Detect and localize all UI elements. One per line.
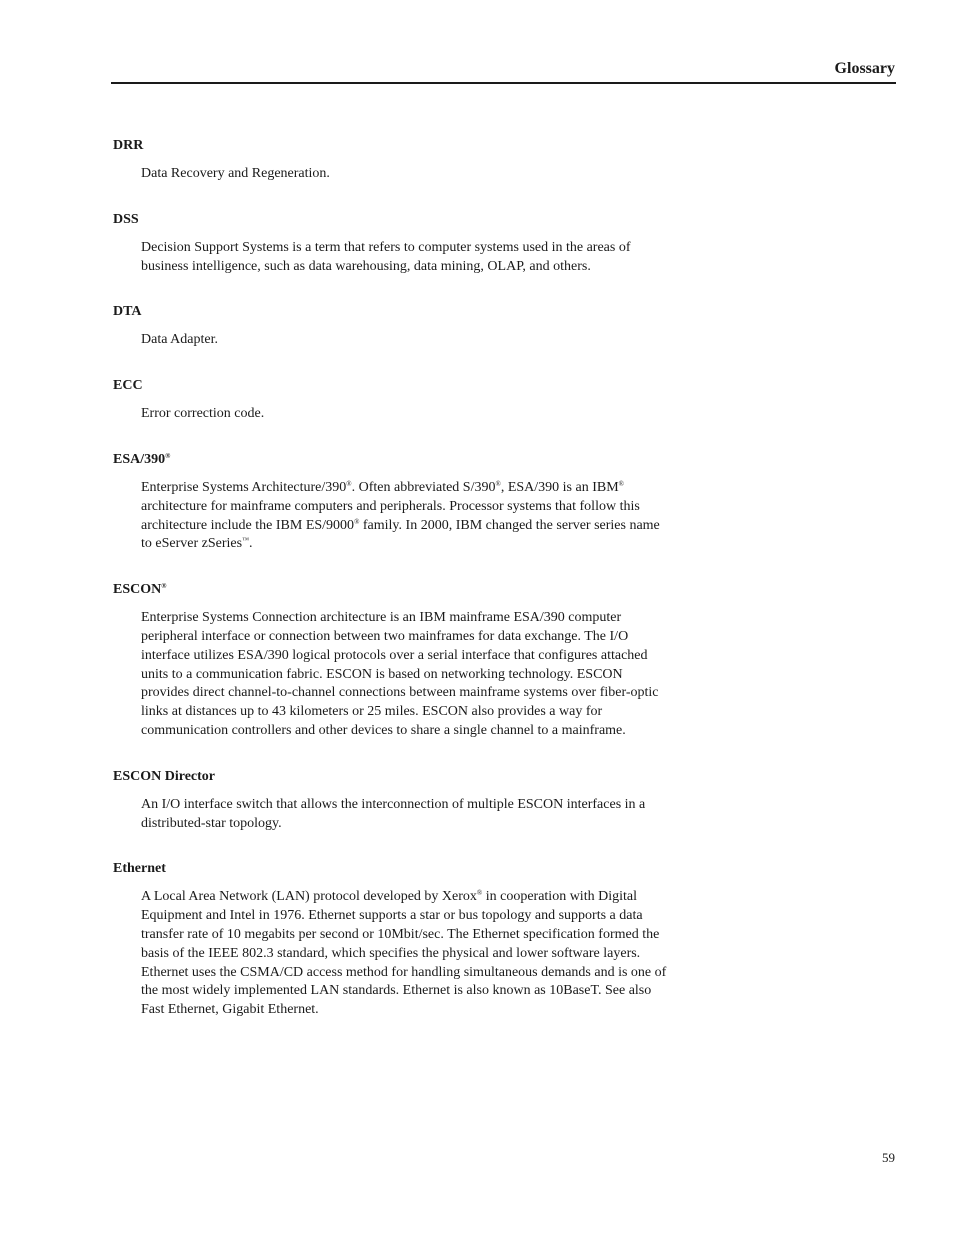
- glossary-definition: An I/O interface switch that allows the interconnection of multiple ESCON interfaces in a distributed-star topology.: [141, 796, 646, 831]
- glossary-term: Ethernet: [113, 861, 166, 877]
- glossary-entry-dss: [113, 211, 673, 277]
- glossary-definition: Data Adapter.: [141, 332, 218, 348]
- glossary-term: DRR: [113, 138, 144, 153]
- glossary-entry-escon: [113, 581, 673, 741]
- glossary-definition: Error correction code.: [141, 406, 265, 422]
- glossary-entry-escon-director: [113, 768, 673, 834]
- glossary-definition: Enterprise Systems Connection architecture is an IBM mainframe ESA/390 computer peripheral interface or connection between two mainframes for data exchange. The I/O interface utilizes ESA/390 logical protocols over a serial interface that configures attached units to a communication fabric. ESCON is based on networking technology. ESCON provides direct channel-to-channel connections between mainframe systems over fiber-optic links at distances up to 43 kilometers or 25 miles. ESCON also provides a way for communication controllers and other devices to share a single channel to a mainframe.: [141, 610, 659, 738]
- registered-mark: ®: [165, 451, 171, 460]
- registered-mark: ®: [161, 582, 167, 591]
- page-header-title: Glossary: [834, 60, 895, 77]
- glossary-entries: [113, 137, 673, 1047]
- trademark-mark: ™: [242, 536, 249, 545]
- registered-mark: ®: [495, 479, 501, 488]
- glossary-term: DSS: [113, 211, 139, 227]
- page-number: 59: [882, 1150, 895, 1165]
- registered-mark: ®: [346, 479, 352, 488]
- registered-mark: ®: [476, 889, 483, 898]
- glossary-definition: A Local Area Network (LAN) protocol developed by Xerox® in cooperation with Digital Equipment and Intel in 1976. Ethernet supports a star or bus topology and supports a data transfer rate of 10 megabits per second or 10Mbit/sec. The Ethernet specification formed the basis of the IEEE 802.3 standard, which specifies the physical and lower software layers. Ethernet uses the CSMA/CD access method for handling simultaneous demands and is one of the most widely implemented LAN standards. Ethernet is also known as 10BaseT. See also Fast Ethernet, Gigabit Ethernet.: [141, 889, 667, 1018]
- glossary-definition: Decision Support Systems is a term that refers to computer systems used in the areas of business intelligence, such as data warehousing, data mining, OLAP, and others.: [141, 239, 631, 274]
- header-rule: [111, 82, 896, 84]
- glossary-term: ECC: [113, 378, 143, 394]
- glossary-entry-ecc: [113, 377, 673, 424]
- glossary-definition: Data Recovery and Regeneration.: [141, 166, 330, 181]
- glossary-entry-dta: [113, 303, 673, 350]
- glossary-entry-drr: [113, 137, 673, 184]
- glossary-entry-ethernet: [113, 860, 673, 1020]
- glossary-entry-esa390: [113, 451, 673, 554]
- registered-mark: ®: [618, 479, 624, 488]
- registered-mark: ®: [354, 517, 360, 526]
- glossary-term: ESCON®: [113, 582, 167, 598]
- glossary-term: ESA/390®: [113, 451, 171, 467]
- glossary-term: ESCON Director: [113, 768, 215, 784]
- glossary-term: DTA: [113, 304, 142, 320]
- glossary-definition: Enterprise Systems Architecture/390®. Often abbreviated S/390®, ESA/390 is an IBM® architecture for mainframe computers and peripherals. Processor systems that follow this architecture include the IBM ES/9000® family. In 2000, IBM changed the server series name to eServer zSeries™.: [141, 479, 660, 552]
